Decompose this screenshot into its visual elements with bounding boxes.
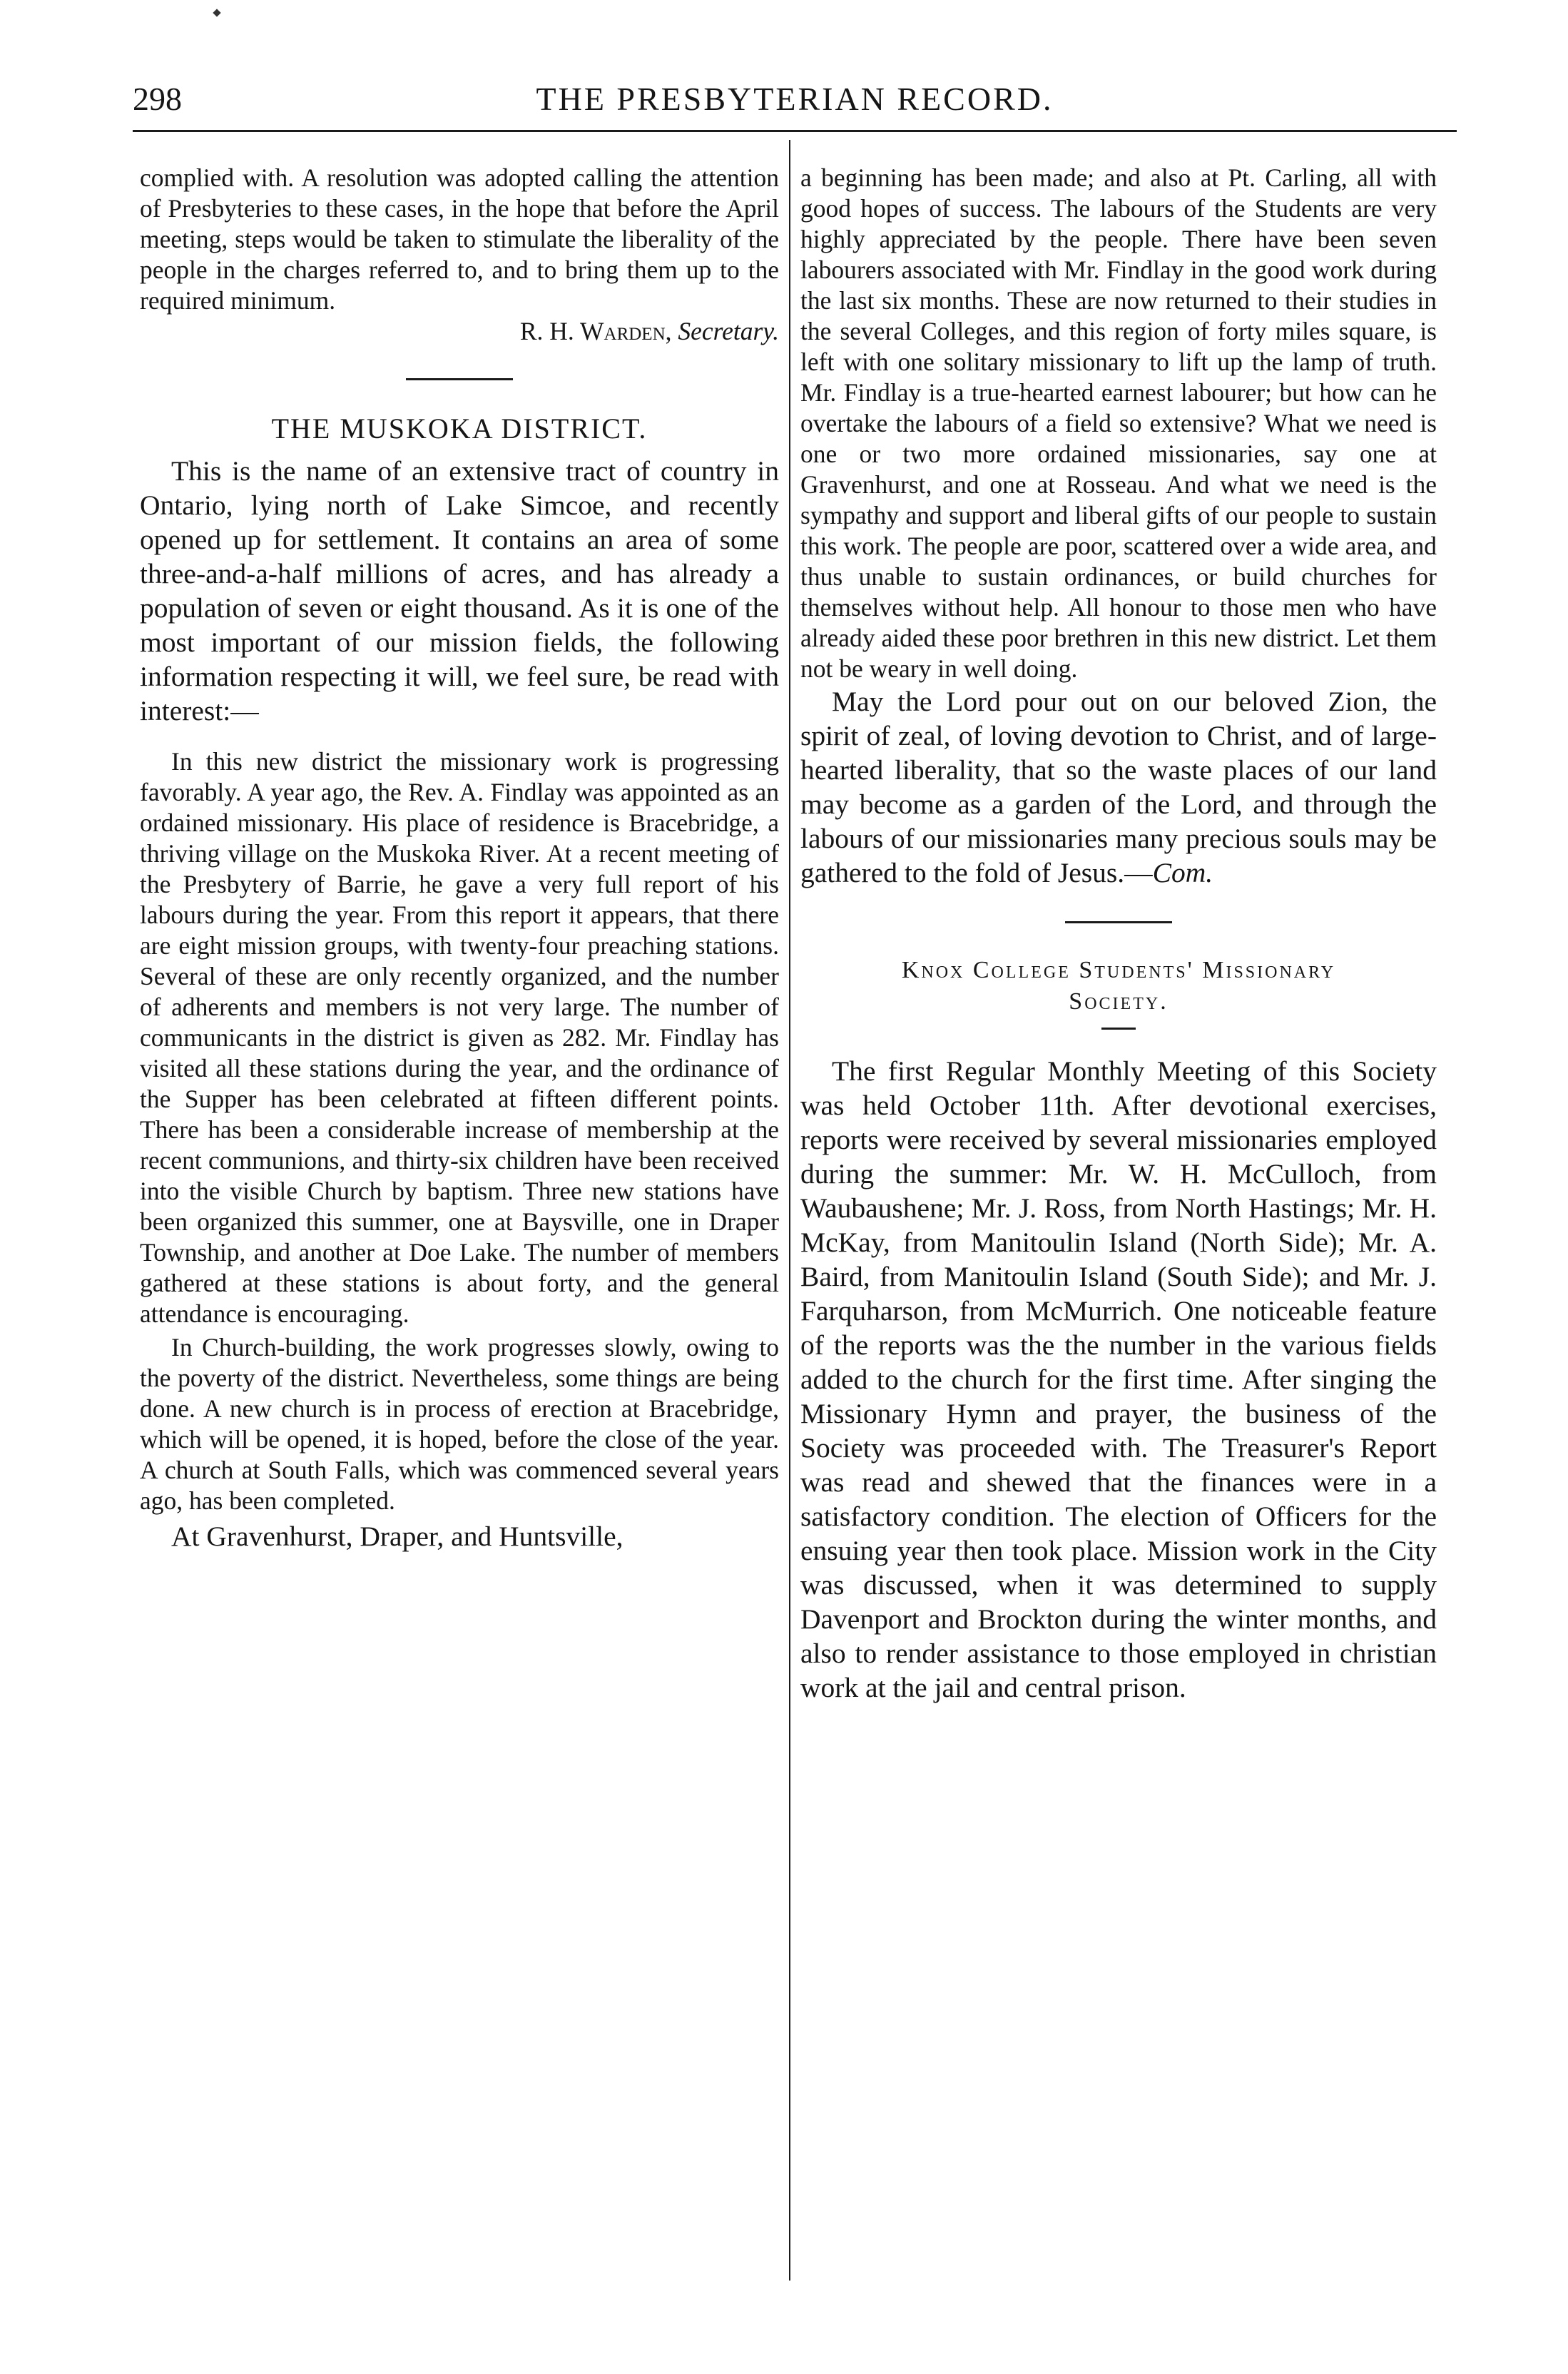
ink-speck (213, 9, 220, 16)
page-number: 298 (133, 81, 182, 117)
body-paragraph: At Gravenhurst, Draper, and Huntsville, (171, 1521, 623, 1552)
body-paragraph: In this new district the missionary work is progressing favorably. A year ago, the Rev. A. Findlay was appointed as an ordained missionary. His place of residence is Bracebridge, a thriving village on the Muskoka River. At a recent meeting of the Presbytery of Barrie, he gave a very full report of his labours during the year. From this report it appears, that there are eight mission groups, with twenty-four preaching stations. Several of these are only recently organized, and the number of adherents and members is not very large. The number of communicants in the district is given as 282. Mr. Findlay has visited all these stations during the year, and the ordinance of the Supper has been celebrated at fifteen different points. There has been a considerable increase of membership at the recent communions, and thirty-six children have been received into the visible Church by baptism. Three new stations have been organized this summer, one at Baysville, one in Draper Township, and another at Doe Lake. The number of members gathered at these stations is about forty, and the general attendance is encouraging. (140, 747, 779, 1328)
signature-title: Secretary. (678, 317, 779, 345)
signature-name: R. H. Warden, (519, 317, 672, 345)
body-paragraph: The first Regular Monthly Meeting of this Society was held October 11th. After devotional exercises, reports were received by several missionaries employed during the summer: Mr. W. H. McCulloch, from Waubaushene; Mr. J. Ross, from North Hastings; Mr. H. McKay, from Manitoulin Island (North Side); Mr. A. Baird, from Manitoulin Island (South Side); and Mr. J. Farquharson, from McMurrich. One noticeable feature of the reports was the the number in the various fields added to the church for the first time. After singing the Missionary Hymn and prayer, the business of the Society was proceeded with. The Treasurer's Report was read and shewed that the finances were in a satisfactory condition. The election of Officers for the ensuing year then took place. Mission work in the City was discussed, when it was determined to supply Davenport and Brockton during the winter months, and also to render assistance to those employed in christian work at the jail and central prison. (800, 1055, 1437, 1703)
section-divider (1065, 921, 1172, 923)
closing-text: May the Lord pour out on our beloved Zion, the spirit of zeal, of loving devotion to Christ, and of large-hearted liberality, that so the waste places of our land may become as a garden of the Lord, and through the labours of our missionaries many precious souls may be gathered to the fold of Jesus.— (800, 686, 1437, 888)
section-title-knox-line-2: Society. (1069, 988, 1169, 1015)
page-header (133, 80, 1457, 132)
signoff: Com. (1152, 857, 1213, 888)
left-column (140, 163, 779, 1553)
running-title: THE PRESBYTERIAN RECORD. (536, 81, 1054, 117)
right-column (800, 163, 1437, 1705)
section-title-knox-line-1: Knox College Students' Missionary (901, 957, 1336, 983)
intro-paragraph: This is the name of an extensive tract of country in Ontario, lying north of Lake Simcoe, and recently opened up for settlement. It contains an area of some three-and-a-half millions of acres, and has already a population of seven or eight thousand. As it is one of the most important of our mission fields, the following information respecting it will, we feel sure, be read with interest:— (140, 455, 779, 726)
column-divider (789, 140, 790, 2281)
body-paragraph: a beginning has been made; and also at Pt. Carling, all with good hopes of success. The labours of the Students are very highly appreciated by the people. There have been seven labourers associated with Mr. Findlay in the good work during the last six months. These are now returned to their studies in the several Colleges, and this region of forty miles square, is left with one solitary missionary to lift up the lamp of truth. Mr. Findlay is a true-hearted earnest labourer; but how can he overtake the labours of a field so extensive? What we need is one or two more ordained missionaries, say one at Gravenhurst, and one at Rosseau. And what we need is the sympathy and support and liberal gifts of our people to sustain this work. The people are poor, scattered over a wide area, and thus unable to sustain ordinances, or build churches for themselves without help. All honour to those men who have already aided these poor brethren in this new district. Let them not be weary in well doing. (800, 163, 1437, 683)
body-paragraph: In Church-building, the work progresses slowly, owing to the poverty of the district. Nevertheless, some things are being done. A new church is in process of erection at Bracebridge, which will be opened, it is hoped, before the close of the year. A church at South Falls, which was commenced several years ago, has been completed. (140, 1333, 779, 1515)
section-divider (406, 378, 513, 380)
body-paragraph (800, 684, 1437, 890)
section-title-muskoka: THE MUSKOKA DISTRICT. (271, 412, 648, 445)
continuation-paragraph: complied with. A resolution was adopted calling the attention of Presbyteries to these cases, in the hope that before the April meeting, steps would be taken to stimulate the liberality of the people in the charges referred to, and to bring them up to the required minimum. (140, 163, 779, 315)
title-divider (1101, 1028, 1136, 1030)
signature (140, 316, 779, 347)
